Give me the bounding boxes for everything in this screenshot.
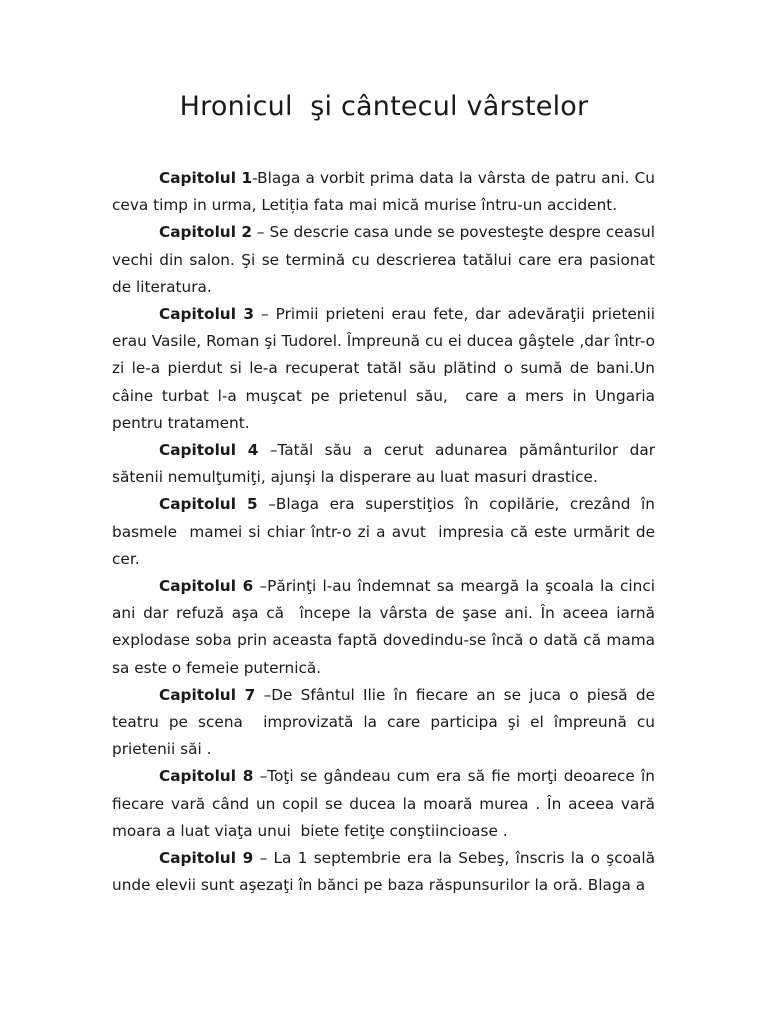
chapter-text: –Părinţi l-au îndemnat sa meargă la şcoala la cinci ani dar refuză aşa că începe la vârsta de şase ani. În aceea iarnă explodase soba prin aceasta faptă dovedindu-se încă o dată că mama sa este o femeie puternică. (112, 577, 660, 677)
paragraph-chapter-7 (112, 682, 660, 764)
document-title: Hronicul şi cântecul vârstelor (179, 91, 589, 122)
document-body (112, 165, 660, 899)
paragraph-chapter-5 (112, 491, 660, 573)
paragraph-chapter-4 (112, 437, 660, 491)
chapter-text: – Primii prieteni erau fete, dar adevăraţii prietenii erau Vasile, Roman şi Tudorel. Împreună cu ei ducea gâştele ,dar într-o zi le-a pierdut si le-a recuperat tatăl său plătind o sumă de bani.Un câine turbat l-a muşcat pe prietenul său, care a mers in Ungaria pentru tratament. (112, 305, 660, 432)
chapter-label: Capitolul 9 (159, 849, 254, 868)
paragraph-chapter-3 (112, 301, 660, 437)
chapter-text: –Tatăl său a cerut adunarea pământurilor dar sătenii nemulţumiţi, ajunşi la disperare au luat masuri drastice. (112, 441, 660, 487)
paragraph-chapter-9 (112, 845, 660, 899)
paragraph-chapter-2 (112, 219, 660, 301)
chapter-label: Capitolul 6 (159, 577, 254, 596)
chapter-text: –Blaga era superstiţios în copilărie, crezând în basmele mamei si chiar într-o zi a avut impresia că este urmărit de cer. (112, 495, 660, 568)
paragraph-chapter-1 (112, 165, 660, 219)
chapter-text: – La 1 septembrie era la Sebeş, înscris la o şcoală unde elevii sunt aşezaţi în bănci pe baza răspunsurilor la oră. Blaga a (112, 849, 660, 895)
chapter-label: Capitolul 8 (159, 767, 254, 786)
paragraph-chapter-8 (112, 763, 660, 845)
chapter-label: Capitolul 3 (159, 305, 255, 324)
paragraph-chapter-6 (112, 573, 660, 682)
chapter-label: Capitolul 5 (159, 495, 258, 514)
chapter-text: –Toţi se gândeau cum era să fie morţi deoarece în fiecare vară când un copil se ducea la moară murea . În aceea vară moara a luat viaţa unui biete fetiţe conştiincioase . (112, 767, 660, 840)
chapter-text: – Se descrie casa unde se povesteşte despre ceasul vechi din salon. Şi se termină cu descrierea tatălui care era pasionat de literatura. (112, 223, 660, 296)
chapter-label: Capitolul 2 (159, 223, 252, 242)
chapter-label: Capitolul 4 (159, 441, 259, 460)
chapter-text: -Blaga a vorbit prima data la vârsta de patru ani. Cu ceva timp in urma, Letiția fata mai mică murise întru-un accident. (112, 169, 660, 215)
chapter-text: –De Sfântul Ilie în fiecare an se juca o piesă de teatru pe scena improvizată la care participa şi el împreună cu prietenii săi . (112, 685, 660, 759)
chapter-label: Capitolul 1 (159, 169, 253, 187)
chapter-label: Capitolul 7 (159, 685, 256, 704)
